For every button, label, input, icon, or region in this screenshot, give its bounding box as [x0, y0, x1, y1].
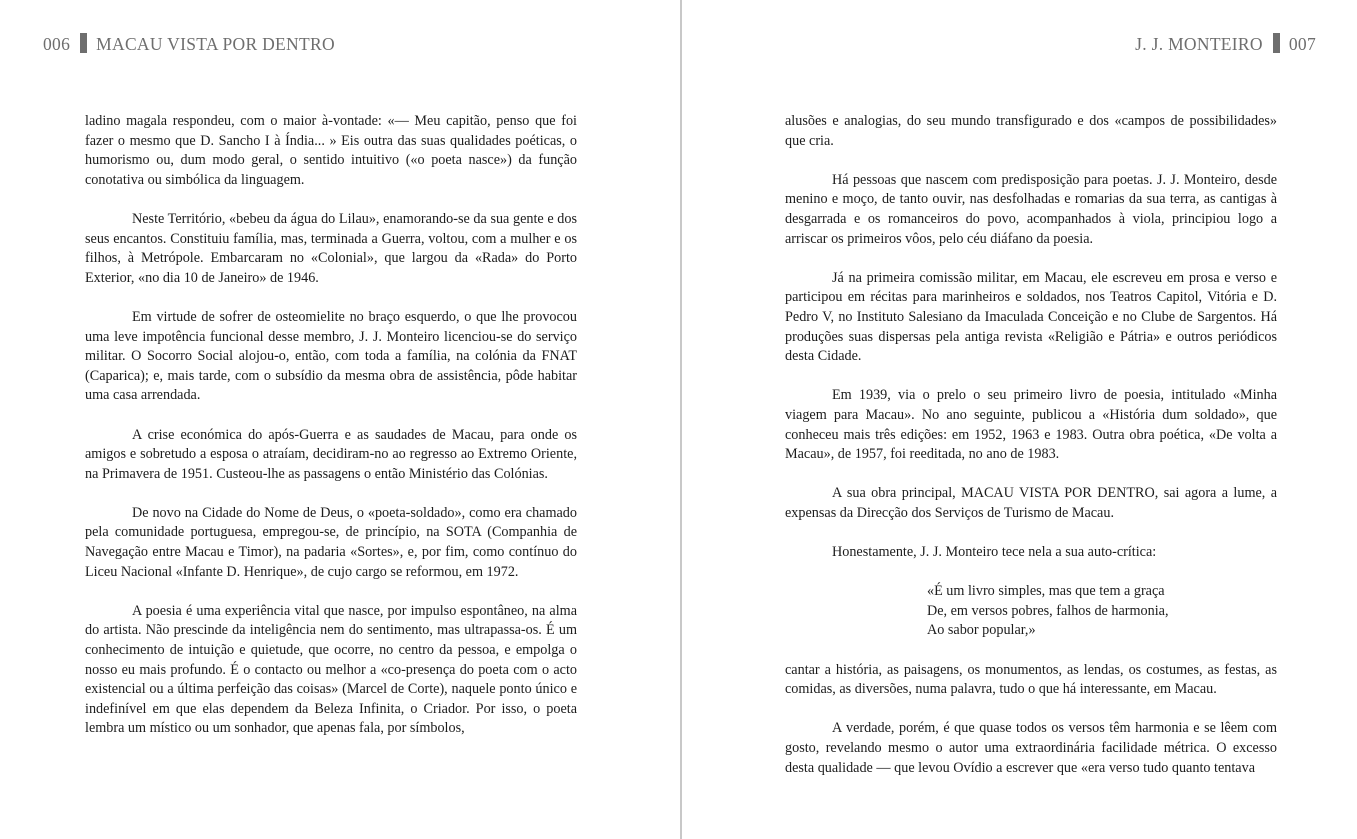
- paragraph: Neste Território, «bebeu da água do Lilau», enamorando-se da sua gente e dos seus encantos. Constituiu família, mas, terminada a Guerra, voltou, com a mulher e os filhos, à Metrópole. Embarcaram no «Colonial», que largou da «Rada» do Porto Exterior, «no dia 10 de Janeiro» de 1946.: [85, 210, 577, 286]
- right-page-header: [1135, 33, 1316, 55]
- right-page-body: [785, 112, 1277, 798]
- paragraph: Há pessoas que nascem com predisposição para poetas. J. J. Monteiro, desde menino e moço, de tanto ouvir, nas desfolhadas e romarias da sua terra, as cantigas à desgarrada e os romanceiros do povo, acompanhados à viola, principiou logo a arriscar os primeiros vôos, pelo céu diáfano da poesia.: [785, 171, 1277, 247]
- paragraph: Já na primeira comissão militar, em Macau, ele escreveu em prosa e verso e participou em récitas para marinheiros e soldados, nos Teatros Capitol, Vitória e D. Pedro V, no Instituto Salesiano da Imaculada Conceição e no Clube de Sargentos. Há produções suas dispersas pela antiga revista «Religião e Pátria» e outros periódicos desta Cidade.: [785, 269, 1277, 365]
- paragraph: ladino magala respondeu, com o maior à-vontade: «— Meu capitão, penso que foi fazer o mesmo que D. Sancho I à Índia... » Eis outra das suas qualidades poéticas, o humorismo ou, dum modo geral, o sentido intuitivo («o poeta nasce») da função conotativa ou simbólica da linguagem.: [85, 113, 577, 188]
- paragraph: cantar a história, as paisagens, os monumentos, as lendas, os costumes, as festas, as comidas, as diversões, numa palavra, tudo o que há interessante, em Macau.: [785, 661, 1277, 698]
- paragraph: Em 1939, via o prelo o seu primeiro livro de poesia, intitulado «Minha viagem para Macau». No ano seguinte, publicou a «História dum soldado», que conheceu mais três edições: em 1952, 1963 e 1983. Outra obra poética, «De volta a Macau», de 1957, foi reeditada, no ano de 1983.: [785, 387, 1277, 463]
- left-page-body: [85, 112, 577, 759]
- left-page-header: [43, 33, 335, 55]
- left-page-number: 006: [43, 34, 71, 54]
- paragraph: De novo na Cidade do Nome de Deus, o «poeta-soldado», como era chamado pela comunidade portuguesa, empregou-se, de princípio, na SOTA (Companhia de Navegação entre Macau e Timor), na padaria «Sortes», e, por fim, como contínuo do Liceu Nacional «Infante D. Henrique», de cujo cargo se reformou, em 1972.: [85, 504, 577, 580]
- paragraph: A verdade, porém, é que quase todos os versos têm harmonia e se lêem com gosto, revelando mesmo o autor uma extraordinária facilidade métrica. O excesso desta qualidade — que levou Ovídio a escrever que «era verso tudo quanto tentava: [785, 720, 1277, 776]
- paragraph: A crise económica do após-Guerra e as saudades de Macau, para onde os amigos e sobretudo a esposa o atraíam, decidiram-no ao regresso ao Extremo Oriente, na Primavera de 1951. Custeou-lhe as passagens o então Ministério das Colónias.: [85, 426, 577, 482]
- paragraph: A sua obra principal, MACAU VISTA POR DENTRO, sai agora a lume, a expensas da Direcção dos Serviços de Turismo de Macau.: [785, 485, 1277, 521]
- verse-quote: [785, 582, 1277, 641]
- right-page-number: 007: [1288, 34, 1316, 54]
- verse-line: Ao sabor popular,»: [927, 622, 1036, 639]
- verse-line: De, em versos pobres, falhos de harmonia,: [927, 602, 1169, 619]
- paragraph: Em virtude de sofrer de osteomielite no braço esquerdo, o que lhe provocou uma leve impotência funcional desse membro, J. J. Monteiro licenciou-se do serviço militar. O Socorro Social alojou-o, então, com toda a família, na colónia da FNAT (Caparica); e, mais tarde, com o subsídio da mesma obra de assistência, pôde habitar uma casa arrendada.: [85, 308, 577, 404]
- header-separator-bar: [1273, 33, 1280, 53]
- paragraph: Honestamente, J. J. Monteiro tece nela a sua auto-crítica:: [832, 544, 1157, 561]
- header-separator-bar: [80, 33, 87, 53]
- paragraph: alusões e analogias, do seu mundo transfigurado e dos «campos de possibilidades» que cria.: [785, 113, 1277, 149]
- paragraph: A poesia é uma experiência vital que nasce, por impulso espontâneo, na alma do artista. Não prescinde da inteligência nem do sentimento, mas ultrapassa-os. É um conhecimento de intuição e quietude, que ocorre, no centro da pessoa, e empolga o nosso eu mais profundo. É o contacto ou melhor a «co-presença do poeta com o acto existencial ou a última perfeição das coisas» (Marcel de Corte), naquele ponto único e indefinível em que elas dependem da Beleza Infinita, o Criador. Por isso, o poeta lembra um místico ou um sonhador, que apenas fala, por símbolos,: [85, 602, 577, 737]
- author-name: J. J. MONTEIRO: [1135, 34, 1263, 54]
- verse-line: «É um livro simples, mas que tem a graça: [927, 583, 1165, 600]
- book-title: MACAU VISTA POR DENTRO: [96, 34, 335, 54]
- right-page: [682, 0, 1357, 839]
